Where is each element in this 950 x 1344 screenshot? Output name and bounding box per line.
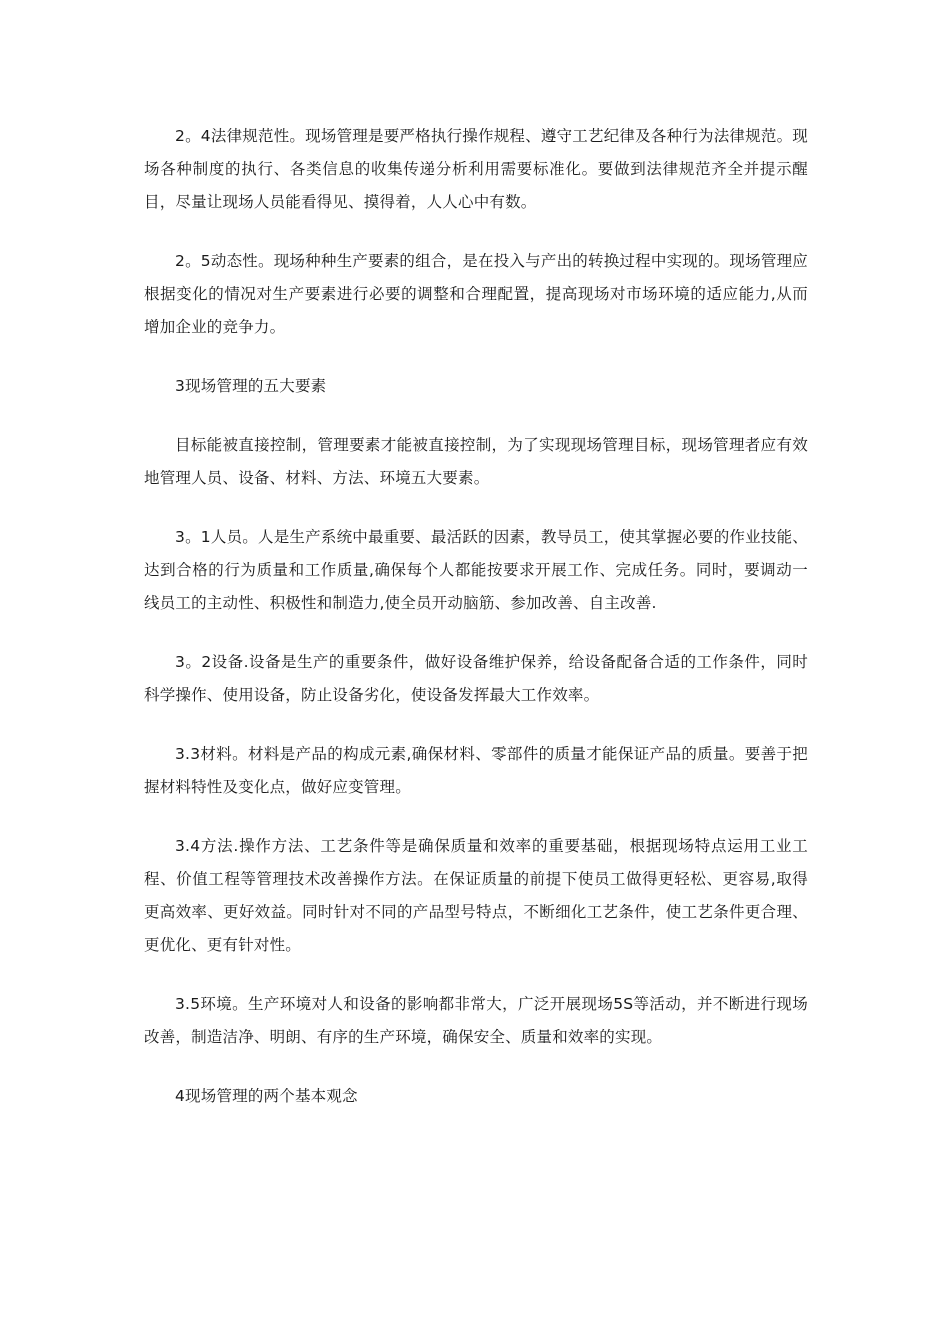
paragraph-3-1-personnel: 3。1人员。人是生产系统中最重要、最活跃的因素，教导员工，使其掌握必要的作业技能、达到合格的行为质量和工作质量,确保每个人都能按要求开展工作、完成任务。同时，要调动一线员工的主动性、积极性和制造力,使全员开动脑筋、参加改善、自主改善. <box>144 528 808 612</box>
paragraph-3-3-materials: 3.3材料。材料是产品的构成元素,确保材料、零部件的质量才能保证产品的质量。要善于把握材料特性及变化点，做好应变管理。 <box>144 745 808 796</box>
document-body <box>144 120 808 1139</box>
paragraph-2-4-legal-norms: 2。4法律规范性。现场管理是要严格执行操作规程、遵守工艺纪律及各种行为法律规范。现场各种制度的执行、各类信息的收集传递分析利用需要标准化。要做到法律规范齐全并提示醒目，尽量让现场人员能看得见、摸得着，人人心中有数。 <box>144 127 808 211</box>
paragraph-3-2-equipment: 3。2设备.设备是生产的重要条件，做好设备维护保养，给设备配备合适的工作条件，同时科学操作、使用设备，防止设备劣化，使设备发挥最大工作效率。 <box>144 653 808 704</box>
section-heading-4: 4现场管理的两个基本观念 <box>175 1087 358 1105</box>
paragraph-2-5-dynamics: 2。5动态性。现场种种生产要素的组合，是在投入与产出的转换过程中实现的。现场管理应根据变化的情况对生产要素进行必要的调整和合理配置，提高现场对市场环境的适应能力,从而增加企业的竞争力。 <box>144 252 808 336</box>
paragraph-3-5-environment: 3.5环境。生产环境对人和设备的影响都非常大，广泛开展现场5S等活动，并不断进行现场改善，制造洁净、明朗、有序的生产环境，确保安全、质量和效率的实现。 <box>144 995 808 1046</box>
paragraph-section-3-intro: 目标能被直接控制，管理要素才能被直接控制，为了实现现场管理目标，现场管理者应有效地管理人员、设备、材料、方法、环境五大要素。 <box>144 436 808 487</box>
paragraph-3-4-methods: 3.4方法.操作方法、工艺条件等是确保质量和效率的重要基础，根据现场特点运用工业工程、价值工程等管理技术改善操作方法。在保证质量的前提下使员工做得更轻松、更容易,取得更高效率、更好效益。同时针对不同的产品型号特点，不断细化工艺条件，使工艺条件更合理、更优化、更有针对性。 <box>144 837 808 954</box>
section-heading-3: 3现场管理的五大要素 <box>175 377 327 395</box>
